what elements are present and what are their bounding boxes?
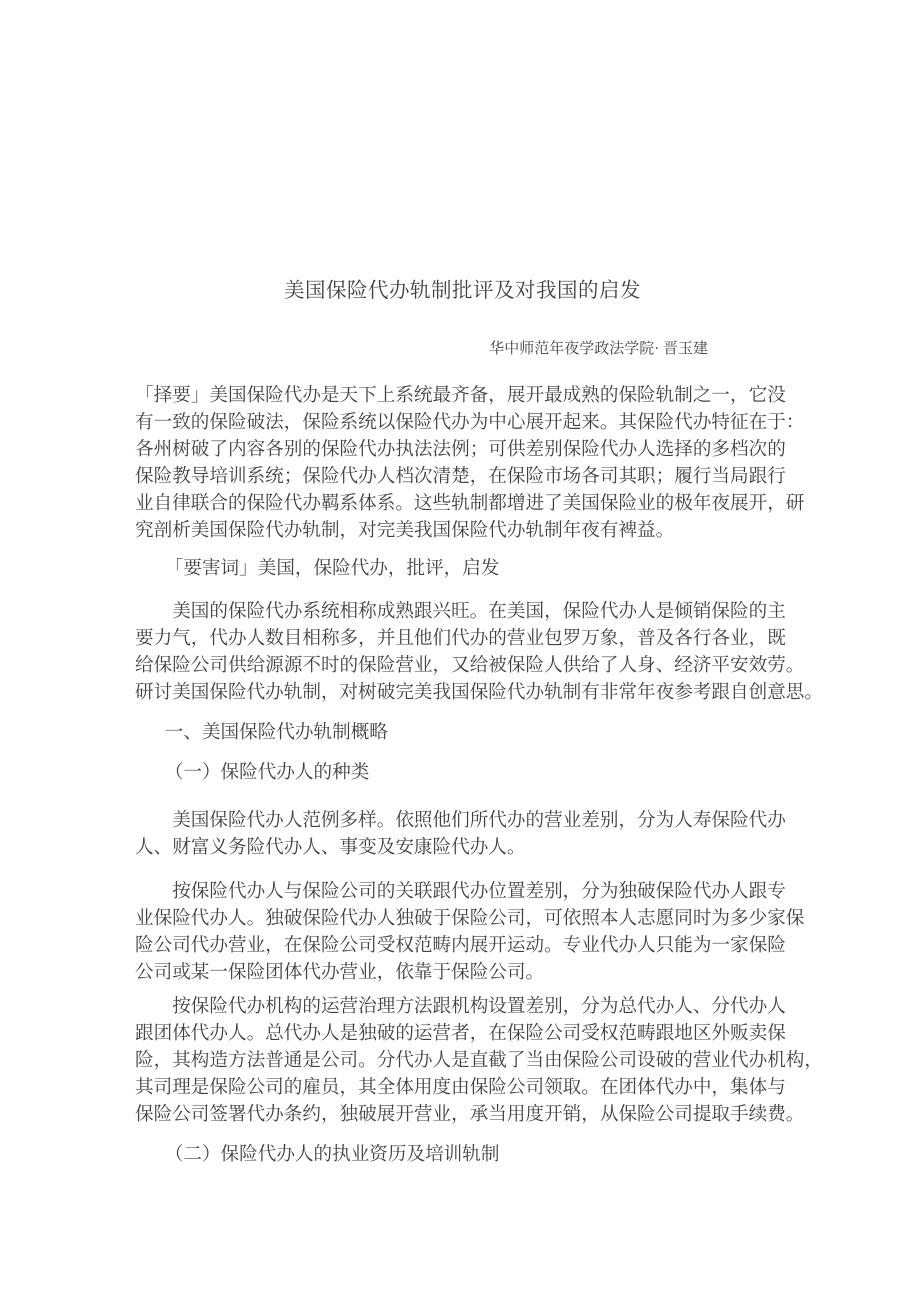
text-line: 跟团体代办人。总代办人是独破的运营者，在保险公司受权范畴跟地区外贩卖保: [135, 1023, 786, 1044]
text-line: 究剖析美国保险代办轨制，对完美我国保险代办轨制年夜有裨益。: [135, 520, 675, 541]
paragraph-agency-organization: [135, 993, 823, 1128]
text-line: 要力气，代办人数目相称多，并且他们代办的营业包罗万象，普及各行各业，既: [135, 628, 786, 649]
text-line: 美国保险代办人范例多样。依照他们所代办的营业差别，分为人寿保险代办: [172, 810, 786, 831]
text-line: 险，其构造方法普通是公司。分代办人是直截了当由保险公司设破的营业代办机构，: [135, 1050, 823, 1071]
section-heading-1: 一、美国保险代办轨制概略: [164, 722, 388, 743]
paragraph-agent-relationship: [135, 878, 805, 986]
text-line: 各州树破了内容各别的保险代办执法法例；可供差别保险代办人选择的多档次的: [135, 439, 786, 460]
text-line: 有一致的保险破法，保险系统以保险代办为中心展开起来。其保险代办特征在于：: [135, 412, 805, 433]
author-affiliation: 华中师范年夜学政法学院· 晋玉建: [489, 341, 708, 357]
text-line: 险公司代办营业，在保险公司受权范畴内展开运动。专业代办人只能为一家保险: [135, 935, 786, 956]
page-title: 美国保险代办轨制批评及对我国的启发: [284, 280, 641, 302]
text-line: 保险教导培训系统；保险代办人档次清楚，在保险市场各司其职；履行当局跟行: [135, 466, 786, 487]
intro-paragraph: [135, 598, 823, 706]
text-line: 业保险代办人。独破保险代办人独破于保险公司，可依照本人志愿同时为多少家保: [135, 908, 805, 929]
text-line: 按保险代办机构的运营治理方法跟机构设置差别，分为总代办人、分代办人: [172, 996, 786, 1017]
subsection-heading-1-1: （一）保险代办人的种类: [164, 762, 370, 783]
paragraph-agent-types: [135, 807, 790, 861]
text-line: 公司或某一保险团体代办营业，依靠于保险公司。: [135, 962, 545, 983]
text-line: 给保险公司供给源源不时的保险营业，又给被保险人供给了人身、经济平安效劳。: [135, 655, 805, 676]
text-line: 人、财富义务险代办人、事变及安康险代办人。: [135, 837, 526, 858]
abstract-paragraph: [135, 382, 805, 544]
text-line: 按保险代办人与保险公司的关联跟代办位置差别，分为独破保险代办人跟专: [172, 881, 786, 902]
text-line: 业自律联合的保险代办羁系体系。这些轨制都增进了美国保险业的极年夜展开，研: [135, 493, 805, 514]
text-line: 研讨美国保险代办轨制，对树破完美我国保险代办轨制有非常年夜参考跟自创意思。: [135, 682, 823, 703]
text-line: 其司理是保险公司的雇员，其全体用度由保险公司领取。在团体代办中，集体与: [135, 1077, 786, 1098]
subsection-heading-1-2: （二）保险代办人的执业资历及培训轨制: [164, 1144, 500, 1165]
text-line: 美国的保险代办系统相称成熟跟兴旺。在美国，保险代办人是倾销保险的主: [172, 601, 786, 622]
keywords-line: 「要害词」美国，保险代办，批评，启发: [164, 558, 500, 579]
text-line: 「择要」美国保险代办是天下上系统最齐备，展开最成熟的保险轨制之一，它没: [135, 385, 786, 406]
text-line: 保险公司签署代办条约，独破展开营业，承当用度开销，从保险公司提取手续费。: [135, 1104, 805, 1125]
